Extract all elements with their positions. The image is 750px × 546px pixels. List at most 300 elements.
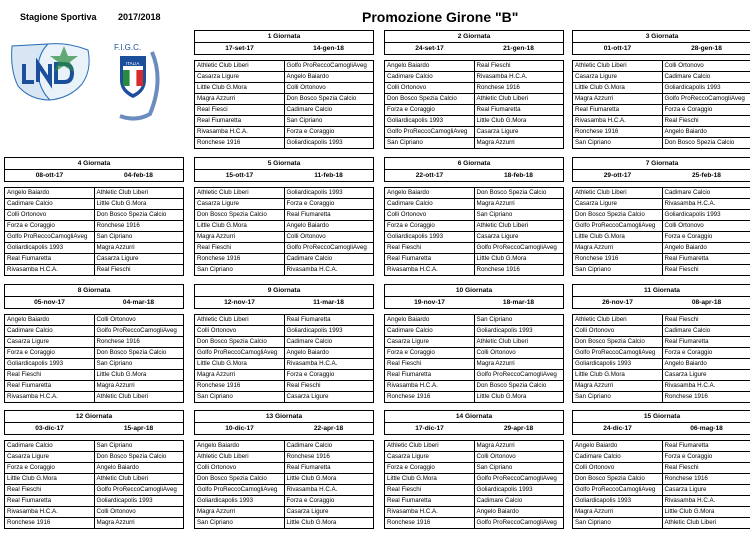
return-leg-date: 06-mag-18: [690, 425, 723, 432]
home-team: Goliardicapolis 1993: [573, 359, 663, 370]
away-team: Rivasamba H.C.A.: [284, 485, 374, 496]
away-team: Colli Ortonovo: [284, 232, 374, 243]
home-team: Real Fiumaretta: [385, 254, 475, 265]
match-row: [195, 83, 374, 94]
match-row: [5, 518, 184, 529]
matches-table: [194, 187, 374, 276]
home-team: Real Fieschi: [385, 243, 475, 254]
match-row: [573, 221, 750, 232]
round-block: [194, 157, 374, 276]
round-dates: [384, 42, 564, 55]
away-team: Athletic Club Liberi: [94, 188, 184, 199]
home-team: Real Fiumaretta: [5, 254, 95, 265]
first-leg-date: 03-dic-17: [35, 425, 64, 432]
matches-table: [4, 440, 184, 529]
home-team: Magra Azzurri: [195, 370, 285, 381]
home-team: Real Fiumaretta: [385, 496, 475, 507]
match-row: [385, 116, 564, 127]
match-row: [195, 243, 374, 254]
match-row: [385, 105, 564, 116]
away-team: Magra Azzurri: [94, 381, 184, 392]
match-row: [573, 337, 750, 348]
home-team: Athletic Club Liberi: [573, 188, 663, 199]
round-block: [384, 284, 564, 403]
match-row: [385, 496, 564, 507]
away-team: Goliardicapolis 1993: [284, 188, 374, 199]
matches-table: [194, 440, 374, 529]
match-row: [573, 105, 750, 116]
away-team: San Cipriano: [474, 315, 564, 326]
match-row: [385, 232, 564, 243]
away-team: Goliardicapolis 1993: [662, 210, 750, 221]
match-row: [385, 337, 564, 348]
home-team: Athletic Club Liberi: [195, 188, 285, 199]
round-title: 14 Giornata: [384, 410, 564, 422]
round-block: [572, 410, 750, 529]
match-row: [385, 326, 564, 337]
home-team: Cadimare Calcio: [385, 72, 475, 83]
away-team: Magra Azzurri: [474, 441, 564, 452]
match-row: [573, 199, 750, 210]
away-team: Real Fieschi: [662, 463, 750, 474]
home-team: Casarza Ligure: [573, 72, 663, 83]
round-block: [572, 157, 750, 276]
match-row: [195, 474, 374, 485]
match-row: [573, 72, 750, 83]
home-team: Magra Azzurri: [573, 507, 663, 518]
matches-table: [572, 440, 750, 529]
match-row: [385, 348, 564, 359]
match-row: [5, 348, 184, 359]
away-team: Casarza Ligure: [284, 507, 374, 518]
away-team: Little Club G.Mora: [662, 507, 750, 518]
home-team: Don Bosco Spezia Calcio: [195, 474, 285, 485]
home-team: Magra Azzurri: [195, 507, 285, 518]
match-row: [573, 188, 750, 199]
first-leg-date: 24-dic-17: [603, 425, 632, 432]
away-team: Real Fieschi: [662, 265, 750, 276]
matches-table: [194, 60, 374, 149]
home-team: Forza e Coraggio: [385, 105, 475, 116]
home-team: Angelo Baiardo: [195, 441, 285, 452]
away-team: Magra Azzurri: [94, 243, 184, 254]
match-row: [573, 254, 750, 265]
away-team: Angelo Baiardo: [474, 507, 564, 518]
home-team: Ronchese 1916: [195, 381, 285, 392]
away-team: Cadimare Calcio: [474, 496, 564, 507]
home-team: Cadimare Calcio: [385, 199, 475, 210]
away-team: San Cipriano: [474, 463, 564, 474]
round-title: 1 Giornata: [194, 30, 374, 42]
away-team: Cadimare Calcio: [662, 188, 750, 199]
away-team: Casarza Ligure: [474, 127, 564, 138]
home-team: Ronchese 1916: [5, 518, 95, 529]
home-team: Real Fieschi: [5, 370, 95, 381]
home-team: Ronchese 1916: [195, 254, 285, 265]
match-row: [5, 359, 184, 370]
home-team: Rivasamba H.C.A.: [195, 127, 285, 138]
away-team: Golfo ProReccoCamogliAveg: [474, 243, 564, 254]
home-team: Little Club G.Mora: [573, 370, 663, 381]
home-team: Little Club G.Mora: [573, 232, 663, 243]
away-team: Magra Azzurri: [474, 359, 564, 370]
away-team: Ronchese 1916: [662, 392, 750, 403]
home-team: Golfo ProReccoCamogliAveg: [5, 232, 95, 243]
away-team: San Cipriano: [284, 116, 374, 127]
match-row: [385, 254, 564, 265]
match-row: [573, 485, 750, 496]
match-row: [5, 381, 184, 392]
away-team: Little Club G.Mora: [94, 370, 184, 381]
match-row: [573, 474, 750, 485]
match-row: [5, 265, 184, 276]
home-team: Forza e Coraggio: [5, 221, 95, 232]
away-team: Cadimare Calcio: [284, 337, 374, 348]
away-team: Goliardicapolis 1993: [284, 326, 374, 337]
match-row: [573, 518, 750, 529]
home-team: Golfo ProReccoCamogliAveg: [573, 221, 663, 232]
away-team: Forza e Coraggio: [284, 370, 374, 381]
home-team: Athletic Club Liberi: [195, 315, 285, 326]
match-row: [573, 326, 750, 337]
match-row: [573, 381, 750, 392]
round-title: 3 Giornata: [572, 30, 750, 42]
away-team: Don Bosco Spezia Calcio: [474, 381, 564, 392]
away-team: Athletic Club Liberi: [474, 94, 564, 105]
home-team: Cadimare Calcio: [573, 452, 663, 463]
home-team: Golfo ProReccoCamogliAveg: [195, 348, 285, 359]
home-team: Golfo ProReccoCamogliAveg: [195, 485, 285, 496]
match-row: [573, 370, 750, 381]
home-team: Goliardicapolis 1993: [5, 243, 95, 254]
away-team: Don Bosco Spezia Calcio: [474, 188, 564, 199]
home-team: San Cipriano: [195, 392, 285, 403]
round-dates: [572, 422, 750, 435]
away-team: Goliardicapolis 1993: [284, 138, 374, 149]
round-block: [4, 410, 184, 529]
round-title: 2 Giornata: [384, 30, 564, 42]
match-row: [5, 441, 184, 452]
away-team: Casarza Ligure: [284, 392, 374, 403]
match-row: [385, 221, 564, 232]
home-team: Goliardicapolis 1993: [195, 496, 285, 507]
first-leg-date: 17-set-17: [225, 45, 254, 52]
home-team: Golfo ProReccoCamogliAveg: [573, 348, 663, 359]
away-team: Real Fiumaretta: [284, 463, 374, 474]
match-row: [195, 452, 374, 463]
home-team: Angelo Baiardo: [385, 188, 475, 199]
away-team: San Cipriano: [94, 359, 184, 370]
away-team: San Cipriano: [474, 210, 564, 221]
home-team: Casarza Ligure: [573, 199, 663, 210]
match-row: [573, 210, 750, 221]
first-leg-date: 17-dic-17: [415, 425, 444, 432]
away-team: Ronchese 1916: [474, 265, 564, 276]
away-team: Goliardicapolis 1993: [474, 326, 564, 337]
home-team: Magra Azzurri: [573, 94, 663, 105]
away-team: Colli Ortonovo: [662, 61, 750, 72]
match-row: [385, 485, 564, 496]
away-team: Forza e Coraggio: [662, 348, 750, 359]
match-row: [5, 507, 184, 518]
away-team: Don Bosco Spezia Calcio: [94, 348, 184, 359]
away-team: Golfo ProReccoCamogliAveg: [284, 243, 374, 254]
match-row: [195, 348, 374, 359]
round-title: 11 Giornata: [572, 284, 750, 296]
home-team: Forza e Coraggio: [385, 221, 475, 232]
matches-table: [194, 314, 374, 403]
home-team: San Cipriano: [195, 265, 285, 276]
round-block: [4, 157, 184, 276]
home-team: Ronchese 1916: [385, 392, 475, 403]
away-team: Cadimare Calcio: [284, 105, 374, 116]
match-row: [195, 105, 374, 116]
away-team: Casarza Ligure: [474, 232, 564, 243]
return-leg-date: 18-mar-18: [502, 299, 535, 306]
round-block: [194, 410, 374, 529]
away-team: Colli Ortonovo: [94, 507, 184, 518]
match-row: [5, 463, 184, 474]
matches-table: [572, 314, 750, 403]
match-row: [5, 496, 184, 507]
match-row: [573, 359, 750, 370]
home-team: Don Bosco Spezia Calcio: [573, 210, 663, 221]
match-row: [5, 243, 184, 254]
match-row: [5, 452, 184, 463]
match-row: [5, 370, 184, 381]
away-team: Golfo ProReccoCamogliAveg: [94, 326, 184, 337]
match-row: [195, 72, 374, 83]
match-row: [195, 518, 374, 529]
match-row: [5, 474, 184, 485]
match-row: [573, 315, 750, 326]
home-team: San Cipriano: [195, 518, 285, 529]
match-row: [195, 221, 374, 232]
round-block: [572, 30, 750, 149]
home-team: Rivasamba H.C.A.: [385, 507, 475, 518]
away-team: Colli Ortonovo: [94, 315, 184, 326]
away-team: Goliardicapolis 1993: [94, 496, 184, 507]
return-leg-date: 22-apr-18: [313, 425, 344, 432]
away-team: Magra Azzurri: [474, 138, 564, 149]
home-team: Little Club G.Mora: [5, 474, 95, 485]
away-team: Golfo ProReccoCamogliAveg: [662, 94, 750, 105]
match-row: [195, 232, 374, 243]
away-team: Goliardicapolis 1993: [474, 485, 564, 496]
home-team: Colli Ortonovo: [573, 463, 663, 474]
home-team: Little Club G.Mora: [195, 359, 285, 370]
match-row: [385, 392, 564, 403]
match-row: [195, 94, 374, 105]
away-team: Rivasamba H.C.A.: [662, 199, 750, 210]
match-row: [385, 474, 564, 485]
return-leg-date: 11-mar-18: [313, 299, 344, 306]
home-team: San Cipriano: [573, 518, 663, 529]
match-row: [385, 518, 564, 529]
away-team: Athletic Club Liberi: [474, 337, 564, 348]
away-team: Little Club G.Mora: [474, 254, 564, 265]
matches-table: [4, 187, 184, 276]
match-row: [385, 210, 564, 221]
away-team: Angelo Baiardo: [284, 348, 374, 359]
away-team: Angelo Baiardo: [662, 359, 750, 370]
home-team: Real Fieschi: [195, 243, 285, 254]
home-team: Don Bosco Spezia Calcio: [385, 94, 475, 105]
match-row: [573, 348, 750, 359]
match-row: [573, 441, 750, 452]
away-team: Casarza Ligure: [662, 370, 750, 381]
away-team: Little Club G.Mora: [94, 199, 184, 210]
home-team: Real Fiumaretta: [385, 370, 475, 381]
away-team: Don Bosco Spezia Calcio: [94, 210, 184, 221]
round-dates: [194, 42, 374, 55]
away-team: Angelo Baiardo: [284, 221, 374, 232]
round-title: 13 Giornata: [194, 410, 374, 422]
round-block: [194, 284, 374, 403]
away-team: Casarza Ligure: [94, 254, 184, 265]
season-year: 2017/2018: [118, 12, 161, 22]
away-team: Forza e Coraggio: [284, 127, 374, 138]
first-leg-date: 22-ott-17: [415, 172, 444, 179]
round-title: 7 Giornata: [572, 157, 750, 169]
match-row: [195, 337, 374, 348]
match-row: [5, 485, 184, 496]
home-team: Don Bosco Spezia Calcio: [573, 337, 663, 348]
match-row: [5, 221, 184, 232]
match-row: [5, 392, 184, 403]
away-team: Real Fiumaretta: [284, 210, 374, 221]
home-team: Ronchese 1916: [573, 127, 663, 138]
away-team: Ronchese 1916: [662, 474, 750, 485]
away-team: Real Fieschi: [94, 265, 184, 276]
match-row: [195, 127, 374, 138]
home-team: Little Club G.Mora: [385, 474, 475, 485]
away-team: Athletic Club Liberi: [94, 392, 184, 403]
home-team: Real Fieschi: [5, 485, 95, 496]
svg-text:F.I.G.C.: F.I.G.C.: [114, 43, 142, 52]
return-leg-date: 15-apr-18: [123, 425, 154, 432]
match-row: [195, 116, 374, 127]
home-team: Rivasamba H.C.A.: [5, 265, 95, 276]
return-leg-date: 29-apr-18: [503, 425, 534, 432]
match-row: [385, 463, 564, 474]
away-team: Colli Ortonovo: [474, 452, 564, 463]
home-team: Real Fieschi: [385, 485, 475, 496]
match-row: [385, 188, 564, 199]
matches-table: [384, 187, 564, 276]
lnd-logo: [8, 40, 94, 102]
away-team: Magra Azzurri: [474, 199, 564, 210]
first-leg-date: 19-nov-17: [414, 299, 445, 306]
round-title: 10 Giornata: [384, 284, 564, 296]
home-team: Golfo ProReccoCamogliAveg: [573, 485, 663, 496]
match-row: [573, 243, 750, 254]
round-dates: [4, 422, 184, 435]
match-row: [195, 254, 374, 265]
match-row: [195, 485, 374, 496]
away-team: Real Fieschi: [662, 315, 750, 326]
round-block: [194, 30, 374, 149]
home-team: Casarza Ligure: [195, 72, 285, 83]
match-row: [385, 138, 564, 149]
away-team: Athletic Club Liberi: [662, 518, 750, 529]
home-team: Casarza Ligure: [195, 199, 285, 210]
svg-text:ITALIA: ITALIA: [126, 61, 140, 66]
home-team: Goliardicapolis 1993: [5, 359, 95, 370]
match-row: [573, 61, 750, 72]
return-leg-date: 25-feb-18: [692, 172, 721, 179]
home-team: Ronchese 1916: [195, 138, 285, 149]
home-team: Rivasamba H.C.A.: [385, 381, 475, 392]
match-row: [385, 72, 564, 83]
season-label: Stagione Sportiva: [20, 12, 97, 22]
home-team: Colli Ortonovo: [5, 210, 95, 221]
away-team: Casarza Ligure: [662, 485, 750, 496]
match-row: [573, 496, 750, 507]
return-leg-date: 11-feb-18: [314, 172, 343, 179]
home-team: Rivasamba H.C.A.: [5, 507, 95, 518]
home-team: Magra Azzurri: [195, 94, 285, 105]
round-title: 12 Giornata: [4, 410, 184, 422]
matches-table: [384, 440, 564, 529]
round-title: 9 Giornata: [194, 284, 374, 296]
match-row: [195, 326, 374, 337]
away-team: Forza e Coraggio: [284, 199, 374, 210]
match-row: [195, 138, 374, 149]
home-team: Cadimare Calcio: [385, 326, 475, 337]
home-team: San Cipriano: [385, 138, 475, 149]
home-team: Casarza Ligure: [385, 452, 475, 463]
away-team: Ronchese 1916: [94, 337, 184, 348]
round-title: 8 Giornata: [4, 284, 184, 296]
home-team: Angelo Baiardo: [385, 61, 475, 72]
home-team: Colli Ortonovo: [195, 463, 285, 474]
first-leg-date: 26-nov-17: [602, 299, 633, 306]
away-team: Real Fieschi: [474, 61, 564, 72]
round-title: 4 Giornata: [4, 157, 184, 169]
match-row: [385, 452, 564, 463]
home-team: Magra Azzurri: [573, 381, 663, 392]
away-team: Athletic Club Liberi: [474, 221, 564, 232]
home-team: Goliardicapolis 1993: [385, 232, 475, 243]
match-row: [195, 392, 374, 403]
matches-table: [384, 60, 564, 149]
match-row: [573, 116, 750, 127]
away-team: Rivasamba H.C.A.: [662, 381, 750, 392]
away-team: Little Club G.Mora: [474, 116, 564, 127]
match-row: [385, 359, 564, 370]
match-row: [385, 94, 564, 105]
match-row: [385, 243, 564, 254]
matches-table: [384, 314, 564, 403]
home-team: Forza e Coraggio: [385, 348, 475, 359]
home-team: San Cipriano: [573, 265, 663, 276]
away-team: Ronchese 1916: [474, 83, 564, 94]
home-team: Athletic Club Liberi: [573, 61, 663, 72]
return-leg-date: 28-gen-18: [691, 45, 722, 52]
away-team: Athletic Club Liberi: [94, 474, 184, 485]
page-title: Promozione Girone "B": [362, 9, 519, 25]
match-row: [385, 265, 564, 276]
away-team: Angelo Baiardo: [284, 72, 374, 83]
away-team: Colli Ortonovo: [474, 348, 564, 359]
round-title: 15 Giornata: [572, 410, 750, 422]
round-dates: [384, 169, 564, 182]
round-dates: [194, 169, 374, 182]
round-block: [384, 410, 564, 529]
home-team: Athletic Club Liberi: [573, 315, 663, 326]
away-team: Golfo ProReccoCamogliAveg: [474, 370, 564, 381]
